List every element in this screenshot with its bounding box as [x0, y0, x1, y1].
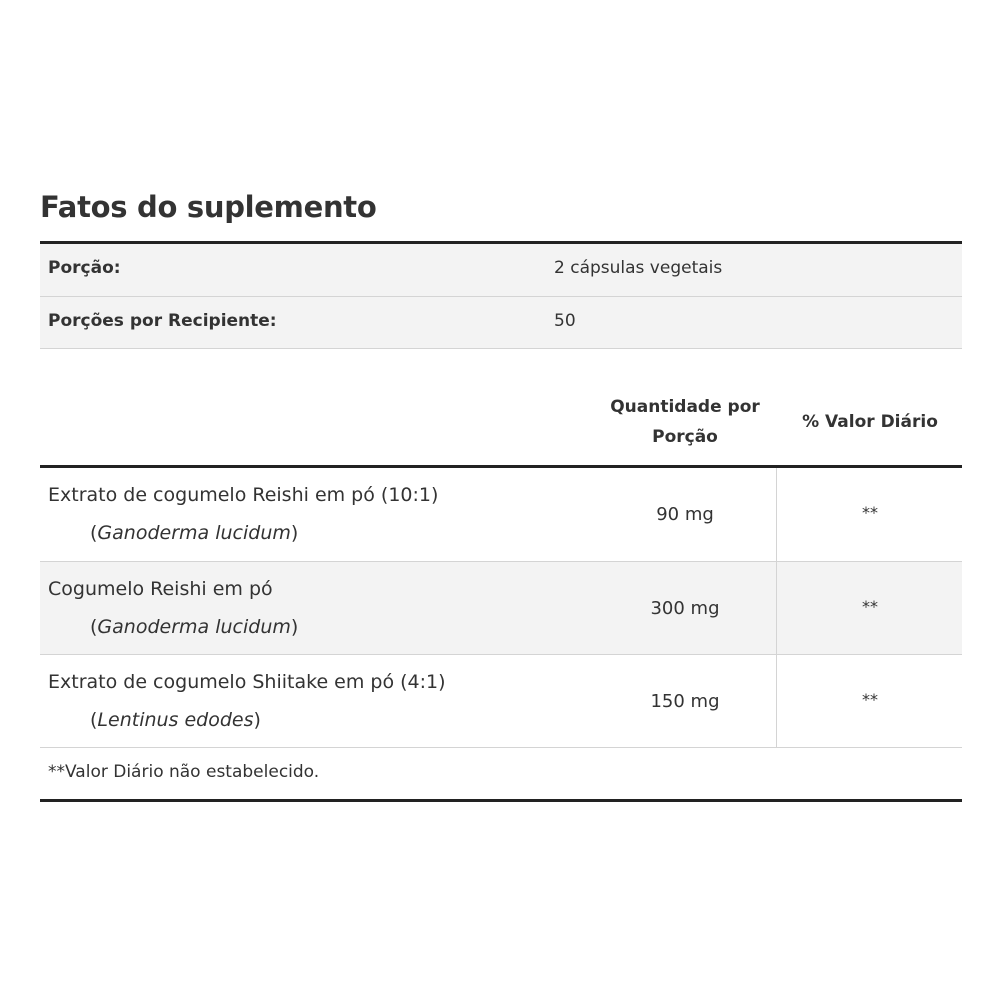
ingredient-amount: 90 mg	[656, 504, 714, 525]
table-row	[40, 562, 962, 654]
ingredient-scientific-name: (Ganoderma lucidum)	[90, 616, 299, 638]
daily-value-header: % Valor Diário	[802, 412, 938, 432]
amount-header-line2: Porção	[652, 427, 718, 447]
ingredient-amount: 300 mg	[650, 598, 720, 619]
servings-per-container-row	[40, 297, 962, 349]
row-divider	[40, 747, 962, 748]
table-row	[40, 468, 962, 560]
serving-size-label: Porção:	[48, 258, 121, 278]
ingredient-name: Extrato de cogumelo Reishi em pó (10:1)	[48, 484, 439, 506]
footnote: **Valor Diário não estabelecido.	[48, 762, 320, 782]
serving-size-row	[40, 244, 962, 296]
column-divider	[776, 468, 777, 748]
ingredient-daily-value: **	[862, 597, 878, 616]
ingredient-daily-value: **	[862, 690, 878, 709]
ingredient-daily-value: **	[862, 503, 878, 522]
ingredient-amount: 150 mg	[650, 691, 720, 712]
amount-header-line1: Quantidade por	[610, 397, 760, 417]
amount-per-serving-header	[596, 392, 774, 452]
ingredient-name: Cogumelo Reishi em pó	[48, 578, 273, 600]
bottom-divider	[40, 799, 962, 802]
page-title: Fatos do suplemento	[40, 190, 377, 224]
servings-per-container-value: 50	[554, 311, 576, 331]
serving-size-value: 2 cápsulas vegetais	[554, 258, 723, 278]
ingredient-name: Extrato de cogumelo Shiitake em pó (4:1)	[48, 671, 446, 693]
ingredient-scientific-name: (Lentinus edodes)	[90, 709, 261, 731]
servings-per-container-label: Porções por Recipiente:	[48, 311, 277, 331]
table-row	[40, 655, 962, 747]
ingredient-scientific-name: (Ganoderma lucidum)	[90, 522, 299, 544]
row-divider	[40, 348, 962, 349]
